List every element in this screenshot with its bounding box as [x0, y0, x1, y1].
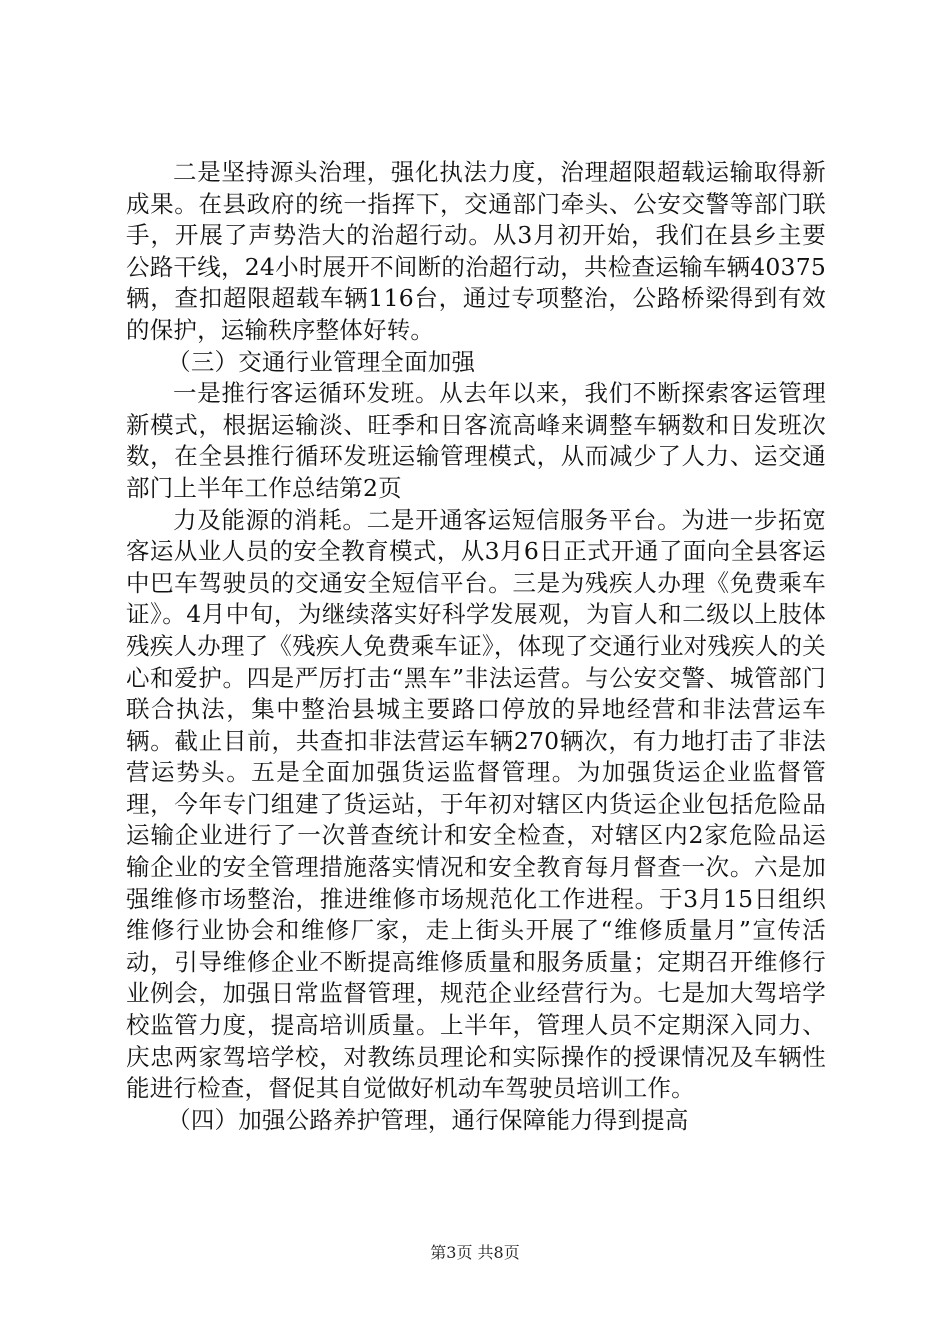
page-number-footer: 第3页 共8页	[430, 1243, 520, 1262]
paragraph-overload-control: 二是坚持源头治理，强化执法力度，治理超限超载运输取得新成果。在县政府的统一指挥下，交通部门牵头、公安交警等部门联手，开展了声势浩大的治超行动。从3月初开始，我们在县乡主要公路干线，24小时展开不间断的治超行动，共检查运输车辆40375辆，查扣超限超载车辆116台，通过专项整治，公路桥梁得到有效的保护，运输秩序整体好转。	[126, 158, 826, 344]
document-body	[126, 157, 826, 1136]
section-heading-industry-management: （三）交通行业管理全面加强	[167, 347, 476, 376]
section-heading-road-maintenance: （四）加强公路养护管理，通行保障能力得到提高	[167, 1105, 689, 1134]
paragraph-transport-measures: 力及能源的消耗。二是开通客运短信服务平台。为进一步拓宽客运从业人员的安全教育模式，从3月6日正式开通了面向全县客运中巴车驾驶员的交通安全短信平台。三是为残疾人办理《免费乘车证》。4月中旬，为继续落实好科学发展观，为盲人和二级以上肢体残疾人办理了《残疾人免费乘车证》，体现了交通行业对残疾人的关心和爱护。四是严厉打击“黑车”非法运营。与公安交警、城管部门联合执法，集中整治县城主要路口停放的异地经营和非法营运车辆。截止目前，共查扣非法营运车辆270辆次，有力地打击了非法营运势头。五是全面加强货运监督管理。为加强货运企业监督管理，今年专门组建了货运站，于年初对辖区内货运企业包括危险品运输企业进行了一次普查统计和安全检查，对辖区内2家危险品运输企业的安全管理措施落实情况和安全教育每月督查一次。六是加强维修市场整治，推进维修市场规范化工作进程。于3月15日组织维修行业协会和维修厂家，走上街头开展了“维修质量月”宣传活动，引导维修企业不断提高维修质量和服务质量；定期召开维修行业例会，加强日常监督管理，规范企业经营行为。七是加大驾培学校监管力度，提高培训质量。上半年，管理人员不定期深入同力、庆忠两家驾培学校，对教练员理论和实际操作的授课情况及车辆性能进行检查，督促其自觉做好机动车驾驶员培训工作。	[126, 505, 826, 1103]
paragraph-bus-cycle-dispatch: 一是推行客运循环发班。从去年以来，我们不断探索客运管理新模式，根据运输淡、旺季和日客流高峰来调整车辆数和日发班次数，在全县推行循环发班运输管理模式，从而减少了人力、运交通部门上半年工作总结第2页	[126, 379, 826, 502]
